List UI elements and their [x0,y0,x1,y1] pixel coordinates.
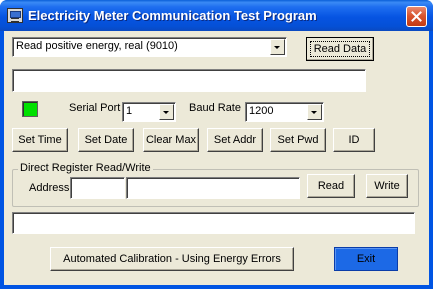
client-area [4,31,429,285]
connection-status-indicator [22,101,38,117]
set-pwd-button[interactable]: Set Pwd [270,128,326,152]
clear-max-button[interactable]: Clear Max [143,128,199,152]
baud-rate-value: 1200 [249,105,274,117]
serial-port-value: 1 [126,105,133,117]
set-date-button[interactable]: Set Date [78,128,134,152]
serial-port-label: Serial Port [69,102,121,114]
baud-rate-label: Baud Rate [189,102,241,114]
chevron-down-icon[interactable] [159,104,174,120]
chevron-down-icon[interactable] [307,104,322,120]
address-label: Address [29,182,70,194]
set-time-button[interactable]: Set Time [12,128,68,152]
automated-calibration-button[interactable]: Automated Calibration - Using Energy Errors [50,247,294,271]
id-button[interactable]: ID [333,128,375,152]
app-computer-icon [7,8,23,23]
data-field[interactable] [126,177,300,199]
command-dropdown[interactable] [12,37,287,57]
close-icon [411,11,422,22]
close-button[interactable] [406,6,427,27]
register-write-button[interactable]: Write [366,174,408,198]
window-title: Electricity Meter Communication Test Program [28,8,317,23]
baud-rate-dropdown[interactable] [245,102,324,122]
output-field[interactable] [12,212,415,234]
response-field[interactable] [12,69,366,92]
direct-register-caption: Direct Register Read/Write [20,162,151,174]
title-bar[interactable] [0,0,433,31]
serial-port-dropdown[interactable] [122,102,176,122]
chevron-down-icon[interactable] [270,39,285,55]
address-field[interactable] [70,177,125,199]
read-data-button[interactable]: Read Data [306,37,374,61]
exit-button[interactable]: Exit [334,247,398,271]
register-read-button[interactable]: Read [307,174,355,198]
set-addr-button[interactable]: Set Addr [207,128,263,152]
command-selected: Read positive energy, real (9010) [16,40,178,52]
